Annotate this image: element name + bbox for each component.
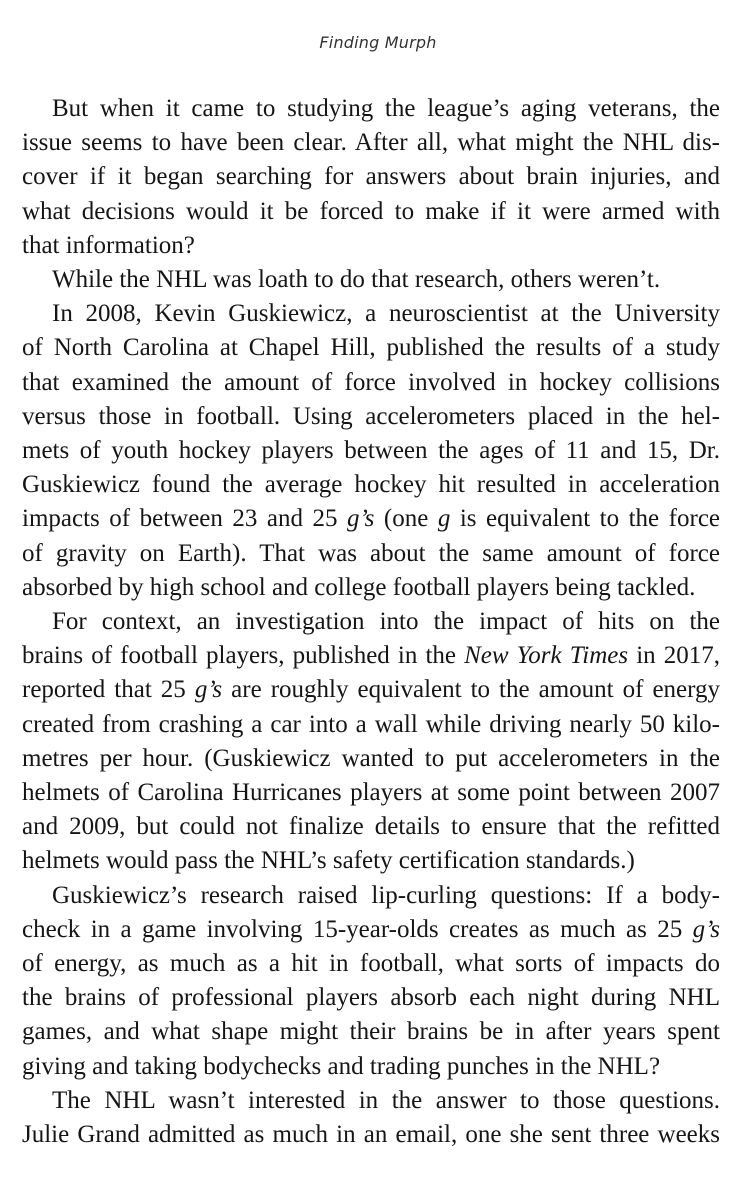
- text-line: the brains of professional players absorb each night during NHL: [22, 984, 720, 1012]
- text-line: and 2009, but could not finalize details to ensure that the refitted: [22, 813, 720, 841]
- paragraph: [22, 297, 720, 605]
- text-line: created from crashing a car into a wall while driving nearly 50 kilo-: [22, 710, 720, 738]
- text-line: While the NHL was loath to do that research, others weren’t.: [52, 266, 661, 294]
- paragraph: [22, 263, 720, 297]
- text-line: check in a game involving 15-year-olds creates as much as 25 g’s: [22, 915, 720, 943]
- text-line: reported that 25 g’s are roughly equivalent to the amount of energy: [22, 676, 721, 704]
- text-line: Guskiewicz’s research raised lip-curling questions: If a body-: [52, 881, 720, 909]
- paragraph: [22, 605, 720, 879]
- running-head: Finding Murph: [319, 33, 437, 52]
- text-line: what decisions would it be forced to make if it were armed with: [22, 197, 720, 225]
- text-line: versus those in football. Using accelerometers placed in the hel-: [22, 402, 720, 430]
- text-line: absorbed by high school and college football players being tackled.: [22, 573, 696, 601]
- text-line: For context, an investigation into the impact of hits on the: [52, 608, 720, 636]
- text-line: that information?: [22, 231, 195, 259]
- text-line: helmets of Carolina Hurricanes players at some point between 2007: [22, 779, 720, 807]
- text-line: In 2008, Kevin Guskiewicz, a neuroscientist at the University: [52, 300, 720, 328]
- text-line: games, and what shape might their brains be in after years spent: [22, 1018, 720, 1046]
- text-line: mets of youth hockey players between the ages of 11 and 15, Dr.: [22, 437, 720, 465]
- text-line: impacts of between 23 and 25 g’s (one g is equivalent to the force: [22, 505, 721, 533]
- text-line: of gravity on Earth). That was about the same amount of force: [22, 539, 720, 567]
- paragraph: [22, 92, 720, 263]
- text-line: But when it came to studying the league’s aging veterans, the: [52, 95, 720, 122]
- text-line: issue seems to have been clear. After all, what might the NHL dis-: [22, 129, 720, 157]
- paragraph: [22, 1084, 720, 1152]
- text-line: of energy, as much as a hit in football, what sorts of impacts do: [22, 950, 720, 978]
- text-line: of North Carolina at Chapel Hill, published the results of a study: [22, 334, 720, 362]
- text-line: that examined the amount of force involved in hockey collisions: [22, 368, 720, 396]
- text-line: metres per hour. (Guskiewicz wanted to put accelerometers in the: [22, 744, 720, 772]
- text-line: Guskiewicz found the average hockey hit resulted in acceleration: [22, 471, 720, 499]
- body-text: [22, 92, 720, 1152]
- paragraph: [22, 879, 720, 1084]
- text-line: helmets would pass the NHL’s safety certification standards.): [22, 847, 635, 875]
- text-line: cover if it began searching for answers about brain injuries, and: [22, 163, 720, 191]
- text-line: giving and taking bodychecks and trading punches in the NHL?: [22, 1052, 661, 1080]
- text-line: The NHL wasn’t interested in the answer to those questions.: [52, 1086, 720, 1114]
- text-line: Julie Grand admitted as much in an email, one she sent three weeks: [22, 1121, 720, 1149]
- text-line: brains of football players, published in the New York Times in 2017,: [22, 642, 721, 670]
